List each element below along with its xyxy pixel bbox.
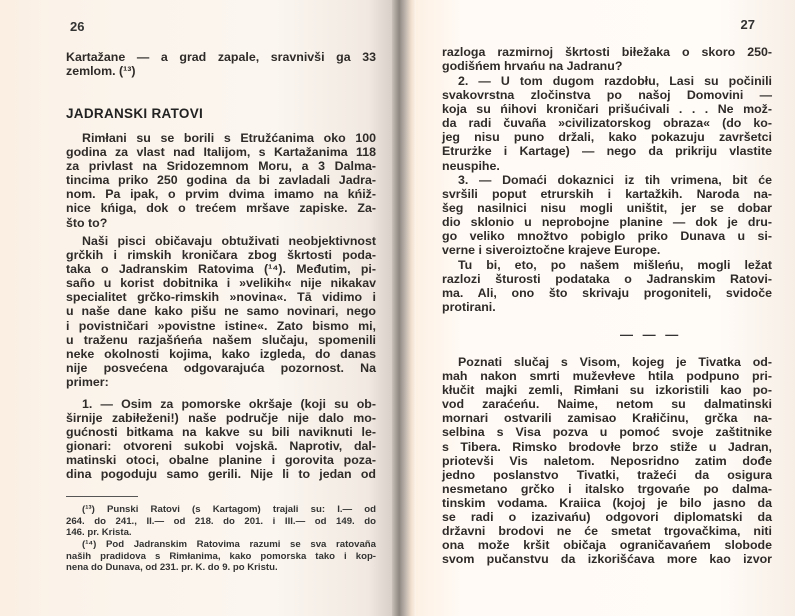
text-line: svakovrstna zločinstva po našoj Domovini — [442,88,772,103]
text-line: širnije zabiłeženi!) naše područje nije dalo mo- [66,411,376,426]
text-line: taka o Jadranskim Ratovima (¹⁴). Međutim, pi- [66,262,376,277]
paragraph [66,234,376,389]
paragraph [442,45,772,73]
text-line: što to? [66,215,108,230]
text-line: godišńem hrvańu na Jadranu? [442,59,623,74]
text-line: neke okolnosti kojima, kako izgleda, do danas [66,346,376,361]
paragraph [66,397,376,482]
text-line: Kartažane — a grad zapale, sravnivši ga 33 [66,50,376,64]
text-line: grčkih i rimskih kroničara zbog škrtosti poda- [66,248,376,263]
text-line: verne i siveroiztočne krajeve Europe. [442,243,661,258]
text-line: jedno poslanstvo Tivatki, tražeći da osigura [442,467,772,482]
text-line: nena do Dunava, od 231. pr. K. do 9. po Kristu. [66,562,278,574]
text-line: tinskim vodama. Kraiica (kojoj je bilo jasno da [442,495,772,510]
text-line: svršili poput etrurskih i kartažkih. Naroda na- [442,187,772,202]
text-line: gućnosti bitkama na kakve su bili naviknuti le- [66,425,376,440]
text-line: nije posvećena odgovarajuća pozornost. Na [66,360,376,375]
text-line: za privlast na Sridozemnom Moru, a 3 Dalma- [66,159,376,174]
text-line: neuspihe. [442,158,500,173]
text-line: nice kńiga, dok o trećem mršave zapiske. Za- [66,201,376,216]
book-spine-gutter [392,0,416,616]
text-line: saño u korist dobitnika i »velikih« nije nikakav [66,276,376,291]
text-line: tincima priko 250 godina da bi zavladali Jadra- [66,173,376,188]
text-line: se radi o izazivańu) odgovori diplomatski da [442,510,772,525]
paragraph [442,355,772,566]
text-line: 146. pr. Krista. [66,527,132,539]
text-line: vod zaraćeńu. Naime, netom su dalmatinski [442,397,772,412]
text-line: kłučit majki zemli, Rimłani su izkoristili kao po- [442,383,772,398]
text-line: i povistničari »povistne istine«. Zato bismo mi, [66,318,376,333]
text-line: razloga razmirnoj škrtosti biłežaka o skoro 250- [442,45,772,59]
text-line: (¹⁴) Pod Jadranskim Ratovima razumi se sva ratovaña [82,539,376,550]
text-line: državni brodovi ne će smetat trgovačkima, niti [442,524,772,539]
text-line: 264. do 241., II.— od 218. do 201. i III.— od 149. do [66,515,376,527]
text-line: protirani. [442,300,496,315]
text-line: Poznati slučaj s Visom, kojeg je Tivatka od- [458,355,772,369]
text-line: 1. — Osim za pomorske okršaje (koji su ob- [82,397,376,411]
text-line: (¹³) Punski Ratovi (s Kartagom) trajali su: I.— od [82,504,376,515]
text-line: razlozi šturosti podataka o Jadranskim Ratovi- [442,272,772,287]
text-line: ma. Ali, ono što skrivaju progoniteli, svidoče [442,286,772,301]
paragraph [442,74,772,173]
text-line: mah nakon smrti muževłeve htila podpuno pri- [442,369,772,384]
text-line: naših pradidova s Rimłanima, kako pomorska tako i kop- [66,550,376,562]
text-line: dio sklonio u neprobojne planine — dok je dru- [442,215,772,230]
section-heading: JADRANSKI RATOVI [66,106,204,121]
text-line: nom. Pa ipak, o prvim dvima imamo na kńiž- [66,187,376,202]
text-line: nesmetano grčko i italsko trgovańe po dalma- [442,481,772,496]
text-line: u naše dane kako pišu ne samo novinari, nego [66,304,376,319]
left-page [0,0,392,616]
text-line: priotevši Vis naletom. Neposridno zatim dođe [442,453,772,468]
text-line: gionari: otvoreni sukobi vojskā. Naprotiv, dal- [66,439,376,454]
footnote [66,539,376,574]
text-line: matinski otoci, obalne planine i gorovita poza- [66,453,376,468]
text-line: 3. — Domaći dokaznici iz tih vrimena, bit će [458,173,772,187]
footnote [66,504,376,539]
intro-paragraph [66,50,376,78]
paragraph [442,258,772,314]
text-line: Etrurżke i Kartage) — nego da prikriju vlastite [442,144,772,159]
text-line: Naši pisci običavaju obtuživati neobjektivnost [82,234,376,248]
text-line: da radi čuvaña »civilizatorskog obraza« (do ko- [442,116,772,131]
text-line: primer: [66,374,109,389]
section-separator: — — — [620,327,682,342]
text-line: ona može kršit običaja ograničavańem slobode [442,538,772,553]
text-line: selbina s Visa pozva u pomoć svoje zaštitnike [442,425,772,440]
text-line: s Tibera. Rimsko brodovłe brzo stiže u Jadran, [442,439,772,454]
text-line: dina pogoduju samo gerili. Nije li to jedan od [66,467,376,482]
text-line: 2. — U tom dugom razdobłu, Lasi su počinili [458,74,772,88]
text-line: specialitet grčko-rimskih »novina«. Tā vidimo i [66,290,376,305]
page-number: 26 [70,19,85,34]
right-page [416,0,795,616]
text-line: Tu bi, eto, po našem mišleńu, mogli ležat [458,258,772,272]
text-line: u traženu razjašńeńa našem slučaju, spomenili [66,332,376,347]
text-line: mornari ostvarili zamisao Krałičinu, grčka na- [442,411,772,426]
paragraph [66,131,376,230]
text-line: godina za vlast nad Italijom, s Kartažanima 118 [66,145,376,160]
page-number: 27 [740,17,755,32]
text-line: zemlom. (¹³) [66,64,136,79]
footnote-rule [66,496,138,497]
text-line: svom pučanstvu da izkorišćava more kao izvor [442,552,772,567]
text-line: Rimłani su se borili s Etružćanima oko 100 [82,131,376,145]
paragraph [442,173,772,258]
text-line: go veliko množtvo pobiglo priko Dunava u si- [442,229,772,244]
text-line: šeg nasilnici nisu mogli uništit, jer se dobar [442,201,772,216]
text-line: koja su ńihovi kroničari prišućivali . . . Ne mož- [442,102,772,117]
text-line: jeg nisu puno držali, kako pokazuju završetci [442,130,772,145]
